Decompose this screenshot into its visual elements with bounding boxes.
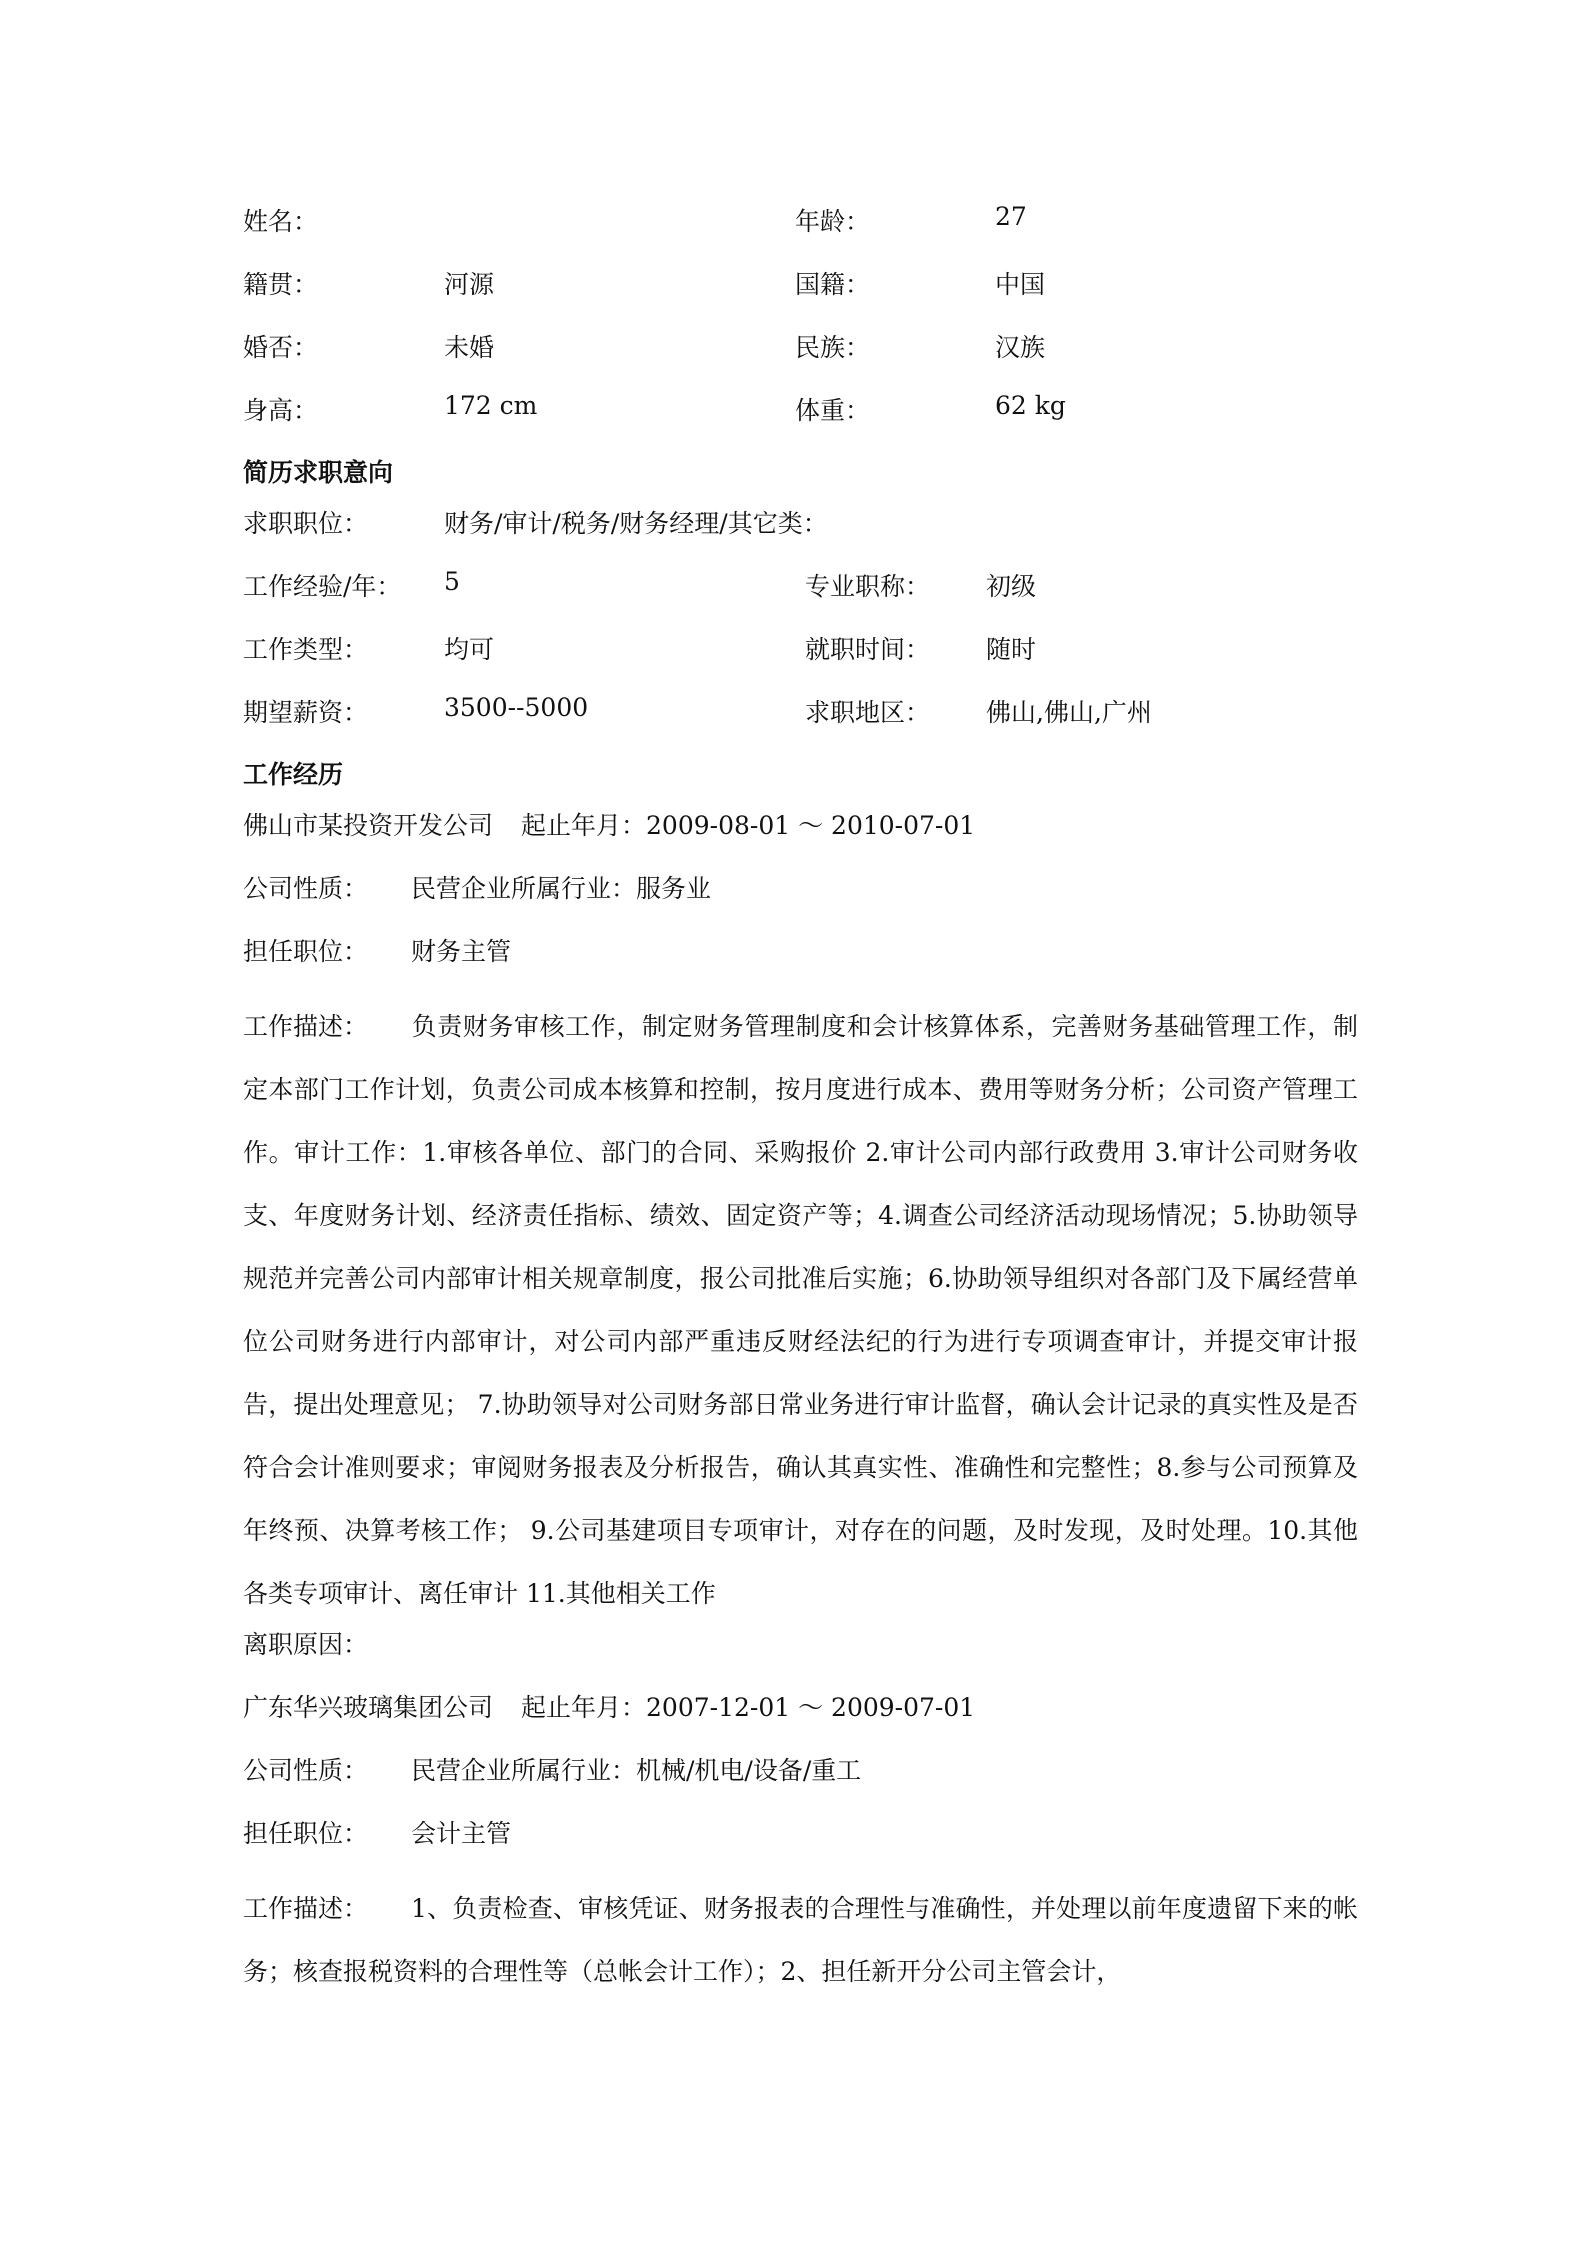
value-salary: 3500--5000 xyxy=(444,693,589,722)
job-2-company: 广东华兴玻璃集团公司 xyxy=(243,1693,494,1722)
value-marital: 未婚 xyxy=(444,333,495,362)
job-1-description xyxy=(243,995,1358,1625)
job-1-desc-value: 负责财务审核工作，制定财务管理制度和会计核算体系，完善财务基础管理工作，制定本部门工作计划，负责公司成本核算和控制，按月度进行成本、费用等财务分析；公司资产管理工作。审计工作：1.审核各单位、部门的合同、采购报价 2.审计公司内部行政费用 3.审计公司财务收支、年度财务计划、经济责任指标、绩效、固定资产等；4.调查公司经济活动现场情况；5.协助领导规范并完善公司内部审计相关规章制度，报公司批准后实施；6.协助领导组织对各部门及下属经营单位公司财务进行内部审计，对公司内部严重违反财经法纪的行为进行专项调查审计，并提交审计报告，提出处理意见； 7.协助领导对公司财务部日常业务进行审计监督，确认会计记录的真实性及是否符合会计准则要求；审阅财务报表及分析报告，确认其真实性、准确性和完整性；8.参与公司预算及年终预、决算考核工作； 9.公司基建项目专项审计，对存在的问题，及时发现，及时处理。10.其他各类专项审计、离任审计 11.其他相关工作 xyxy=(243,1012,1358,1608)
label-region: 求职地区： xyxy=(805,698,931,727)
job-2-period: 起止年月：2007-12-01 ～ 2009-07-01 xyxy=(521,1693,976,1722)
label-title-level: 专业职称： xyxy=(805,572,931,601)
label-height: 身高： xyxy=(243,396,319,425)
value-title-level: 初级 xyxy=(986,572,1037,601)
work-section xyxy=(243,758,1358,2003)
value-age: 27 xyxy=(995,202,1027,231)
label-weight: 体重： xyxy=(795,396,871,425)
job-2-nature-label: 公司性质： xyxy=(243,1756,369,1785)
job-1-header xyxy=(243,806,1358,869)
intent-section xyxy=(243,456,1358,756)
label-ethnicity: 民族： xyxy=(795,333,871,362)
intent-row-type xyxy=(243,630,1358,693)
intent-heading: 简历求职意向 xyxy=(243,458,394,487)
job-1-nature-value: 民营企业所属行业：服务业 xyxy=(411,874,712,903)
info-row-name xyxy=(243,202,1358,265)
intent-position-row xyxy=(243,504,1358,567)
job-entry-1 xyxy=(243,806,1358,1688)
label-start-time: 就职时间： xyxy=(805,635,931,664)
job-2-desc-value: 1、负责检查、审核凭证、财务报表的合理性与准确性，并处理以前年度遗留下来的帐务；核查报税资料的合理性等（总帐会计工作）；2、担任新开分公司主管会计， xyxy=(243,1894,1358,1986)
value-work-type: 均可 xyxy=(444,635,495,664)
value-position: 财务/审计/税务/财务经理/其它类： xyxy=(444,509,828,538)
label-origin: 籍贯： xyxy=(243,270,319,299)
info-row-origin xyxy=(243,265,1358,328)
job-1-nature-label: 公司性质： xyxy=(243,874,369,903)
value-ethnicity: 汉族 xyxy=(995,333,1046,362)
label-marital: 婚否： xyxy=(243,333,319,362)
job-1-title-row xyxy=(243,932,1358,995)
label-nationality: 国籍： xyxy=(795,270,871,299)
info-row-height xyxy=(243,391,1358,454)
job-entry-2 xyxy=(243,1688,1358,2003)
job-1-leave-label: 离职原因： xyxy=(243,1630,369,1659)
job-2-description xyxy=(243,1877,1358,2003)
work-heading: 工作经历 xyxy=(243,760,344,789)
job-1-title-value: 财务主管 xyxy=(411,937,512,966)
intent-row-experience xyxy=(243,567,1358,630)
label-position: 求职职位： xyxy=(243,509,369,538)
job-2-title-label: 担任职位： xyxy=(243,1819,369,1848)
label-salary: 期望薪资： xyxy=(243,698,369,727)
basic-info-section xyxy=(243,202,1358,454)
label-work-type: 工作类型： xyxy=(243,635,369,664)
job-1-nature-row xyxy=(243,869,1358,932)
job-1-desc-label: 工作描述： xyxy=(243,1012,369,1041)
value-weight: 62 kg xyxy=(995,391,1066,420)
info-row-marital xyxy=(243,328,1358,391)
job-2-desc-label: 工作描述： xyxy=(243,1894,369,1923)
job-2-title-row xyxy=(243,1814,1358,1877)
value-nationality: 中国 xyxy=(995,270,1046,299)
intent-row-salary xyxy=(243,693,1358,756)
job-2-header xyxy=(243,1688,1358,1751)
job-2-nature-value: 民营企业所属行业：机械/机电/设备/重工 xyxy=(411,1756,862,1785)
value-origin: 河源 xyxy=(444,270,495,299)
job-2-nature-row xyxy=(243,1751,1358,1814)
value-region: 佛山,佛山,广州 xyxy=(986,698,1152,727)
job-1-leave-row xyxy=(243,1625,1358,1688)
job-1-period: 起止年月：2009-08-01 ～ 2010-07-01 xyxy=(521,811,976,840)
value-experience: 5 xyxy=(444,567,460,596)
job-1-title-label: 担任职位： xyxy=(243,937,369,966)
value-start-time: 随时 xyxy=(986,635,1037,664)
job-1-company: 佛山市某投资开发公司 xyxy=(243,811,494,840)
label-experience: 工作经验/年： xyxy=(243,572,402,601)
value-height: 172 cm xyxy=(444,391,538,420)
job-2-title-value: 会计主管 xyxy=(411,1819,512,1848)
label-name: 姓名： xyxy=(243,207,319,236)
label-age: 年龄： xyxy=(795,207,871,236)
resume-content xyxy=(243,202,1358,2003)
